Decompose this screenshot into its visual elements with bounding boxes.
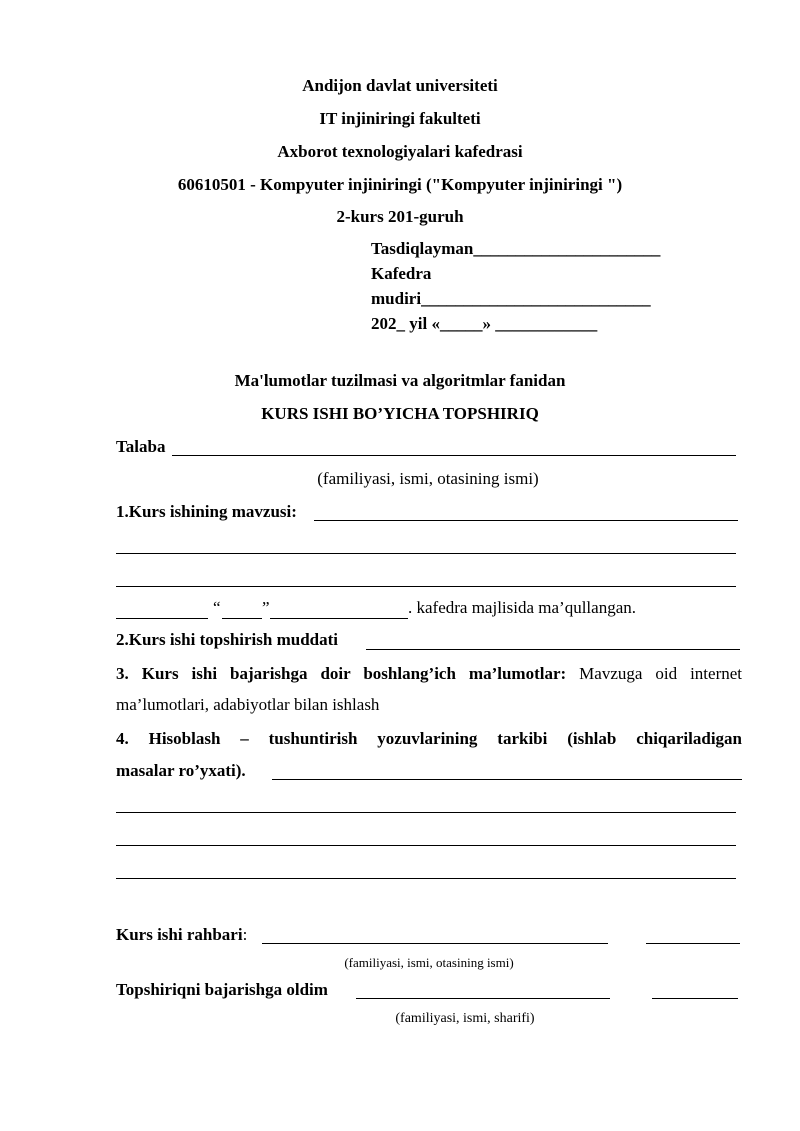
accepted-caption: (familiyasi, ismi, sharifi) — [395, 1011, 535, 1026]
initial-data-label: 3. Kurs ishi bajarishga doir boshlang’ich ma’lumotlar: — [116, 664, 567, 683]
supervisor-caption: (familiyasi, ismi, otasining ismi) — [344, 955, 514, 970]
topic-label: 1.Kurs ishining mavzusi: — [116, 502, 297, 521]
deadline-line — [366, 649, 740, 650]
deadline-label: 2.Kurs ishi topshirish muddati — [116, 630, 339, 649]
supervisor-sign-line — [646, 943, 740, 944]
supervisor-name-line — [262, 943, 608, 944]
accepted-name-line — [356, 998, 610, 999]
department-name: Axborot texnologiyalari kafedrasi — [277, 142, 523, 161]
program-name: 60610501 - Kompyuter injiniringi ("Kompyuter injiniringi ") — [177, 175, 623, 194]
approval-approve — [371, 239, 660, 259]
accepted-sign-line — [652, 998, 738, 999]
meeting-line-3 — [270, 618, 408, 619]
meeting-quote-close: ” — [262, 598, 270, 617]
approval-dept: Kafedra — [371, 264, 432, 283]
meeting-text: . kafedra majlisida ma’qullangan. — [408, 598, 636, 617]
student-caption: (familiyasi, ismi, otasining ismi) — [317, 469, 539, 488]
calc-line-3 — [116, 845, 736, 846]
approve-label: Tasdiqlayman — [371, 239, 474, 258]
head-label: mudiri — [371, 289, 422, 308]
initial-data-text: Mavzuga oid internet — [579, 664, 743, 683]
calc-line-4 — [116, 878, 736, 879]
approval-head — [371, 289, 651, 309]
calc-line-1 — [272, 779, 742, 780]
student-label: Talaba — [116, 437, 166, 456]
topic-line-3 — [116, 586, 736, 587]
subject-title: Ma'lumotlar tuzilmasi va algoritmlar fanidan — [234, 371, 566, 390]
topic-line-2 — [116, 553, 736, 554]
initial-data-text-2: ma’lumotlari, adabiyotlar bilan ishlash — [116, 695, 380, 714]
meeting-line-1 — [116, 618, 208, 619]
supervisor-label: Kurs ishi rahbari — [116, 925, 243, 944]
supervisor-row — [116, 925, 247, 945]
supervisor-colon: : — [242, 925, 248, 944]
head-line: ___________________________ — [421, 289, 651, 308]
calc-line-2 — [116, 812, 736, 813]
accepted-label: Topshiriqni bajarishga oldim — [116, 980, 328, 999]
topic-line — [314, 520, 738, 521]
student-line — [172, 455, 736, 456]
calc-label-1: 4. Hisoblash – tushuntirish yozuvlarining tarkibi (ishlab chiqariladigan — [116, 729, 742, 748]
meeting-line-2 — [222, 618, 262, 619]
faculty-name: IT injiniringi fakulteti — [319, 109, 481, 128]
task-title: KURS ISHI BO’YICHA TOPSHIRIQ — [261, 404, 539, 423]
approve-line: ______________________ — [473, 239, 661, 258]
approval-date: 202_ yil «_____» ____________ — [371, 314, 598, 333]
course-group: 2-kurs 201-guruh — [336, 207, 464, 226]
university-name: Andijon davlat universiteti — [302, 76, 498, 95]
calc-label-2: masalar ro’yxati). — [116, 761, 246, 780]
meeting-quote-open: “ — [213, 598, 221, 617]
initial-data-paragraph — [116, 663, 742, 685]
